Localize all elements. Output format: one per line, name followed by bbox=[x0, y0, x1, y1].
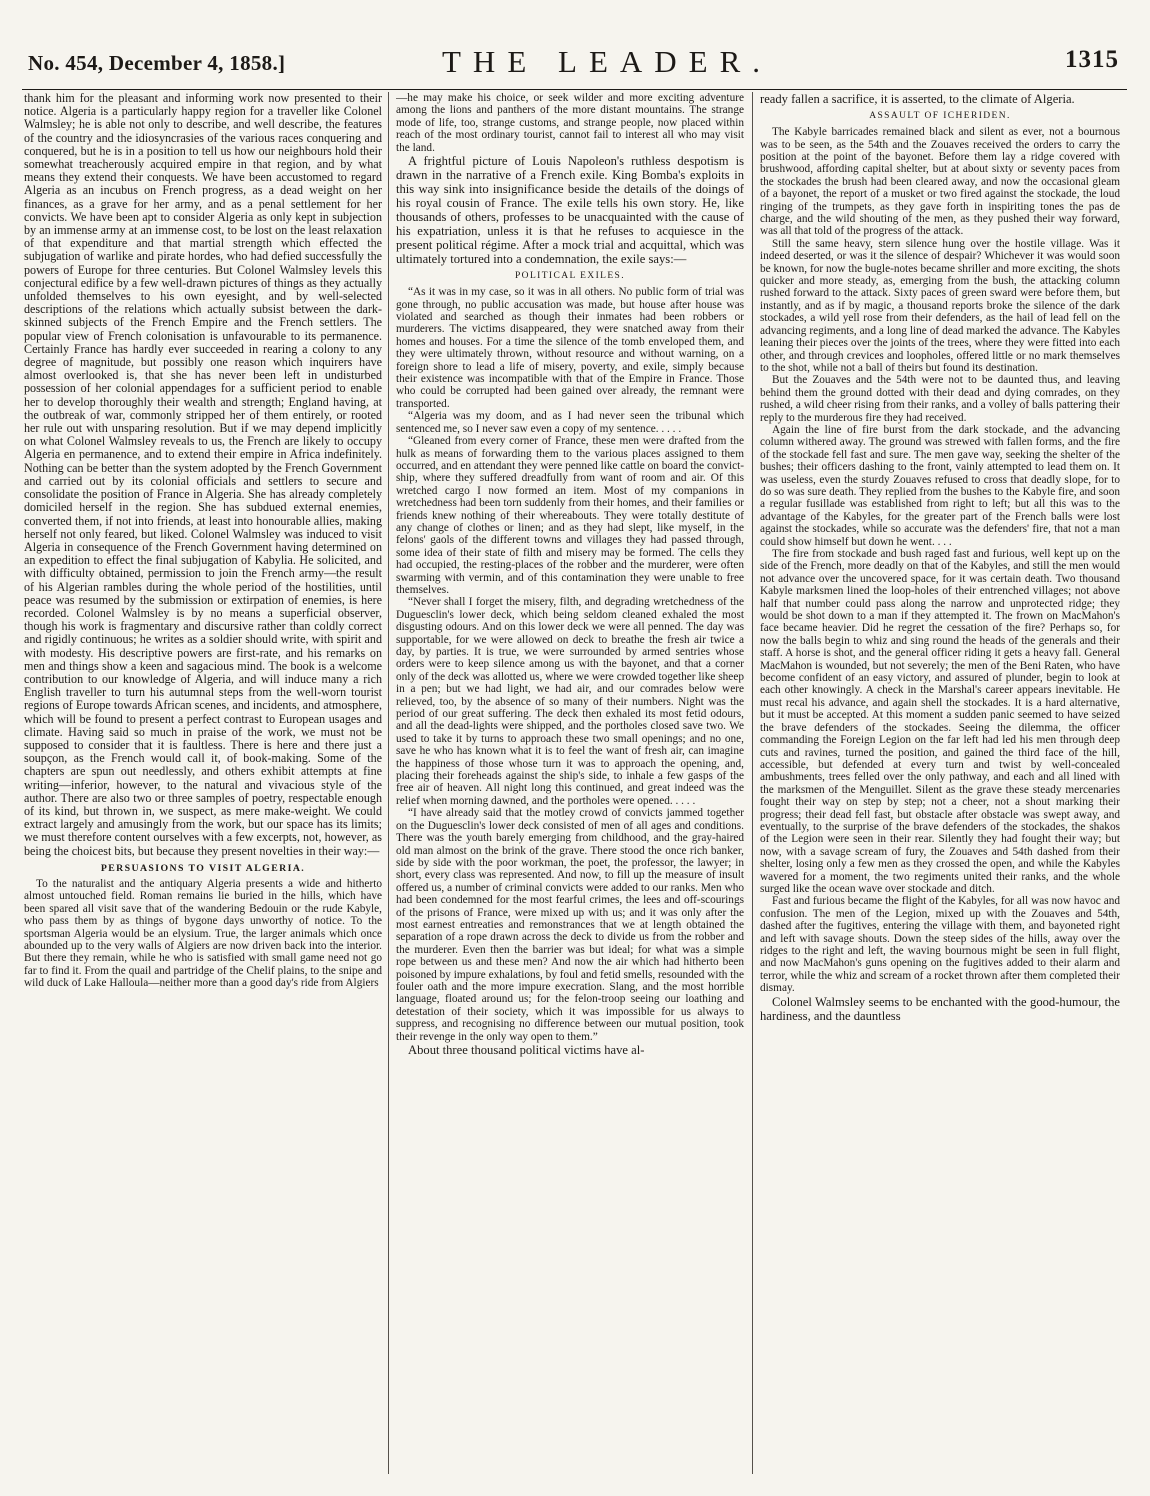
continuation-paragraph: ready fallen a sacrifice, it is asserted, to the climate of Algeria. bbox=[760, 92, 1075, 106]
exile-quote: “I have already said that the motley crowd of convicts jammed together on the Duguesclin's lower deck consisted of men of all ages and conditions. There was the youth barely emerging from childhood, and the gray-haired old man almost on the brink of the grave. There stood the once rich banker, side by side with the poor workman, the poet, the professor, the lawyer; in short, every class was represented. And now, to fill up the measure of insult offered us, a number of criminal convicts were added to our ranks. Men who had been condemned for the most fearful crimes, the lees and off-scourings of the prisons of France, were mixed up with us; and it was only after the most earnest entreaties and remonstrances that we at length obtained the separation of a rope drawn across the deck to divide us from the robber and the murderer. Even then the barrier was but ideal; for what was a simple rope between us and these men? And now the air which had hitherto been poisoned by impure exhalations, by foul and fetid smells, resounded with the fouler oath and the more impure execration. Slang, and the most horrible language, floated around us; for the felon-troop seeing our loathing and detestation of their society, which it was impossible for us always to suppress, and recognising no difference between our mutual position, took their revenge in the only way open to them.” bbox=[396, 807, 744, 1043]
masthead bbox=[22, 34, 1127, 92]
column-2 bbox=[396, 92, 744, 1474]
newspaper-page bbox=[22, 34, 1127, 1474]
exile-quote: “Gleaned from every corner of France, these men were drafted from the hulk as means of forwarding them to the various places assigned to them occurred, and en attendant they were penned like cattle on board the convict-ship, where they suffered dreadfully from want of room and air. Of this wretched cargo I now formed an item. Most of my companions in wretchedness had been torn suddenly from their homes, and their families or friends knew nothing of their whereabouts. They were totally destitute of any change of clothes or linen; and as they had slept, like myself, in the felons' gaols of the different towns and villages they had passed through, some idea of their state of filth and misery may be formed. The cells they had occupied, the resting-places of the robber and the murderer, were often swarming with vermin, and of this contamination they were unable to free themselves. bbox=[396, 435, 744, 596]
exile-quote: “As it was in my case, so it was in all others. No public form of trial was gone through, no public accusation was made, but house after house was violated and searched as though their inmates had been robbers or murderers. The victims disappeared, they were snatched away from their homes and houses. For a time the silence of the tomb enveloped them, and they were ultimately thrown, without resource and without warning, on a foreign shore to lead a life of misery, poverty, and exile, simply because their existence was incompatible with that of the Empire in France. Those who could be corrupted had been gained over already, the remnant were transported. bbox=[396, 286, 744, 410]
column-3 bbox=[760, 92, 1120, 1474]
page-number: 1315 bbox=[1065, 46, 1119, 73]
assault-paragraph: Still the same heavy, stern silence hung over the hostile village. Was it indeed deserted, or was it the silence of despair? Whichever it was would soon be known, for now the bugle-notes became shriller and more exciting, the shots quicker and more steady, as, emerging from the bush, the attacking column rushed forward to the attack. Sixty paces of green sward were before them, but instantly, and as if by magic, a thousand reports broke the silence of the dark stockades, a wild yell rose from their defenders, as the hail of lead fell on the advancing regiments, and a long line of dead marked the advance. The Kabyles leaning their pieces over the joints of the trees, where they were fitted into each other, and through crevices and loopholes, offered little or no mark themselves to the shot, while not a ball of theirs but found its destination. bbox=[760, 237, 1120, 374]
column-divider-1 bbox=[388, 92, 389, 1474]
article-columns bbox=[22, 92, 1127, 1474]
masthead-rule bbox=[22, 89, 1127, 90]
assault-paragraph: But the Zouaves and the 54th were not to be daunted thus, and leaving behind them the ground dotted with their dead and dying comrades, on they rushed, a wild cheer rising from their ranks, and a volley of balls pattering their reply to the murderous fire they had received. bbox=[760, 374, 1120, 424]
assault-paragraph: Fast and furious became the flight of the Kabyles, for all was now havoc and confusion. The men of the Legion, mixed up with the Zouaves and 54th, dashed after the fugitives, entering the village with them, and bayoneted right and left with savage shouts. Down the steep sides of the hills, away over the ridges to the right and left, the waving bournous might be seen in full flight, and now MacMahon's guns opening on the fugitives added to their alarm and terror, while the whiz and scream of a rocket thrown after them completed their dismay. bbox=[760, 895, 1120, 995]
section-heading-persuasions: PERSUASIONS TO VISIT ALGERIA. bbox=[100, 862, 306, 874]
newspaper-title: THE LEADER. bbox=[442, 44, 773, 79]
closing-paragraph: Colonel Walmsley seems to be enchanted with the good-humour, the hardiness, and the dauntless bbox=[760, 994, 1120, 1023]
closing-paragraph: About three thousand political victims have al- bbox=[408, 1043, 645, 1058]
quote-paragraph: To the naturalist and the antiquary Algeria presents a wide and hitherto almost untouched field. Roman remains lie buried in the hills, which have been spared all visit save that of the wandering Bedouin or the rude Kabyle, who pass them by as things of bygone days unworthy of notice. To the sportsman Algeria would be an elysium. True, the larger animals which once abounded up to the very walls of Algiers are now driven back into the interior. But there they remain, while he who is satisfied with small game need not go far to find it. From the quail and partridge of the Chelif plains, to the snipe and wild duck of Lake Halloula—neither more than a good day's ride from Algiers bbox=[24, 877, 382, 990]
section-heading-assault: ASSAULT OF ICHERIDEN. bbox=[869, 111, 1011, 121]
exile-quote: “Algeria was my doom, and as I had never seen the tribunal which sentenced me, so I never saw even a copy of my sentence. . . . . bbox=[396, 410, 744, 435]
quote-continuation: —he may make his choice, or seek wilder and more exciting adventure among the lions and panthers of the more distant mountains. The strange mode of life, too, strange customs, and strange people, now placed within reach of the most ordinary tourist, cannot fail to interest all who may visit the land. bbox=[396, 92, 744, 154]
issue-date-line: No. 454, December 4, 1858.] bbox=[28, 51, 286, 75]
assault-paragraph: The fire from stockade and bush raged fast and furious, well kept up on the side of the French, more deadly on that of the Kabyles, and still the men would not advance over the uncovered space, for it was certain death. Two thousand Kabyle marksmen lined the loop-holes of their entrenched villages; not above half that number could pass along the narrow and unprotected ridge; they would be shot down to a man if they attempted it. The frown on MacMahon's face became heavier. Did he regret the cessation of the fire? Perhaps so, for now the balls begin to whiz and sing round the heads of the generals and their staff. A horse is shot, and the general officer riding it gets a heavy fall. General MacMahon is wounded, but not severely; the men of the Beni Raten, who have become confident of an easy victory, and assured of plunder, begin to look at each other knowingly. A check in the Marshal's career appears inevitable. He must recal his advance, and again shell the stockades. It is a hard alternative, but it must be accepted. At this moment a sudden panic seemed to have seized the brave defenders of the stockades. Seeing the dilemma, the officer commanding the Foreign Legion on the far left had led his men through deep cuts and ravines, turned the position, and gained the third face of the hill, accessible, but defended at every turn and twist by well-concealed ambushments, trees felled over the only pathway, and each and all lined with the marksmen of the Menguillet. Silent as the grave these steady mercenaries fought their way on step by step; not a cheer, not a shout marking their progress; their dead fell fast, but obstacle after obstacle was swept away, and eventually, to the surprise of the brave defenders of the stockades, the shakos of the Legion were seen in their rear. Silently they had fought their way; but now, with a savage scream of fury, the Zouaves and 54th dashed from their shelter, losing only a few men as they crossed the open, and while the Kabyles wavered for a moment, the two regiments united their ranks, and the whole surged like the ocean wave over stockade and ditch. bbox=[760, 548, 1120, 895]
column-divider-2 bbox=[752, 92, 753, 1474]
assault-paragraph: The Kabyle barricades remained black and silent as ever, not a bournous was to be seen, as the 54th and the Zouaves received the orders to carry the position at the point of the bayonet. Before them lay a ridge covered with brushwood, affording capital shelter, but at about sixty or seventy paces from the stockades the brush had been cleared away, and now the occasional gleam of a bayonet, the report of a musket or two fired against the stockade, the loud ringing of the trumpets, as they gave forth in inspiriting tones the pas de charge, and the wild shouting of the men, as they pushed their way forward, was all that told of the progress of the attack. bbox=[760, 126, 1120, 238]
assault-paragraph: Again the line of fire burst from the dark stockade, and the advancing column withered away. The ground was strewed with fallen forms, and the fire of the stockade fell fast and sure. The men gave way, seeking the shelter of the bushes; their officers dashing to the front, vainly attempted to lead them on. It was useless, even the sturdy Zouaves refused to cross that deadly slope, for to do so was sure death. They replied from the bushes to the Kabyle fire, and soon a regular fusillade was established from right to left; but all this was to the advantage of the Kabyles, for the greater part of the French balls were lost against the stockades, while so accurate was the defenders' fire, that not a man could show himself but down he went. . . . bbox=[760, 423, 1120, 548]
column-1 bbox=[24, 92, 382, 1474]
exile-quote: “Never shall I forget the misery, filth, and degrading wretchedness of the Duguesclin's lower deck, which being seldom cleaned exhaled the most disgusting odours. And on this lower deck we were all penned. The day was supportable, for we were allowed on deck to breathe the fresh air twice a day, by parties. It is true, we were surrounded by armed sentries whose orders were to keep silence among us with the bayonet, and that a corner only of the deck was allotted us, where we were crowded together like sheep in a pen; but we had light, we had air, and our comrades below were relieved, too, by the absence of so many of their numbers. Night was the period of our great suffering. The deck then exhaled its most fetid odours, and all the dead-lights were shipped, and the portholes closed save two. We used to take it by turns to approach these two small openings; and no one, save he who has known what it is to feel the want of fresh air, can imagine the happiness of those whose turn it was to approach the opening, and, placing their foreheads against the ship's side, to inhale a few gasps of the free air of heaven. All night long this continued, and great indeed was the relief when morning dawned, and the portholes were opened. . . . . bbox=[396, 596, 744, 807]
section-heading-political-exiles: POLITICAL EXILES. bbox=[515, 271, 625, 282]
intro-paragraph: A frightful picture of Louis Napoleon's ruthless despotism is drawn in the narrative of a French exile. King Bomba's exploits in this way sink into insignificance beside the details of the doings of his royal cousin of France. The exile tells his own story. He, like thousands of others, professes to be unacquainted with the cause of his expatriation, unless it is that he refuses to acquiesce in the present political régime. After a mock trial and acquittal, which was ultimately tortured into a condemnation, the exile says:— bbox=[396, 154, 744, 267]
review-paragraph: thank him for the pleasant and informing work now presented to their notice. Algeria is a particularly happy region for a traveller like Colonel Walmsley; he is able not only to describe, and well describe, the features of the country and the idiosyncrasies of the various races conquering and conquered, but he is in a position to tell us how our neighbours hold their somewhat treacherously acquired empire in that region, and by what means they extend their conquests. We have been accustomed to regard Algeria as an incubus on French progress, as a dead weight on her finances, as a grave for her army, and as a penal settlement for her convicts. We have been apt to consider Algeria as only kept in subjection by an immense army at an immense cost, to be lost on the least relaxation of that expenditure and that martial strength which effected the subjugation of warlike and pirate hordes, who had defied successfully the powers of Europe for three centuries. But Colonel Walmsley levels this conjectural edifice by a few well-drawn pictures of things as they actually unfolded themselves to his own eyesight, and by well-selected descriptions of the relations which actually subsist between the dark-skinned subjects of the French Empire and the French settlers. The popular view of French colonisation is unfavourable to its permanence. Certainly France has hardly ever succeeded in rearing a colony to any degree of magnitude, but possibly one reason which inquirers have almost overlooked is, that she has never been left in undisturbed possession of her colonial appendages for a sufficient period to enable her to develop thoroughly their wealth and strength; England having, at the outbreak of war, commonly stripped her of them entirely, or rooted her rule out with unsparing resolution. But if we may depend implicitly on what Colonel Walmsley reveals to us, the French are likely to occupy Algeria en permanence, and to extend their empire in Africa indefinitely. Nothing can be better than the system adopted by the French Government and carried out by its colonial officials and settlers to secure and consolidate the position of France in Algeria. She has already completely domiciled herself in the region. She has subdued external enemies, converted them, if not into friends, at least into honourable allies, making herself not only feared, but liked. Colonel Walmsley was induced to visit Algeria in consequence of the French Government having determined on an expedition to effect the final subjugation of Kabylia. He solicited, and with difficulty obtained, permission to join the French army—the result of his Algerian rambles during the whole period of the hostilities, until peace was resumed by the submission or extirpation of enemies, is here recorded. Colonel Walmsley is by no means a superficial observer, though his work is fragmentary and discursive rather than coldly correct and rigidly continuous; he writes as a soldier should write, with spirit and with modesty. His descriptive powers are first-rate, and his remarks on men and things show a keen and sagacious mind. The book is a welcome contribution to our knowledge of Algeria, and will induce many a rich English traveller to turn his autumnal steps from the well-worn tourist regions of Europe towards African scenes, and incidents, and atmosphere, which will be found to present a perfect contrast to European usages and climate. Having said so much in praise of the work, we must not be supposed to consider that it is faultless. There is here and there just a soupçon, as the French would call it, of book-making. Some of the chapters are spun out needlessly, and others exhibit attempts at fine writing—inferior, however, to the natural and vivacious style of the author. There are also two or three samples of poetry, respectable enough of its kind, but thrown in, we suspect, as mere make-weight. We could extract largely and amusingly from the work, but our space has its limits; we must therefore content ourselves with a few excerpts, not, however, as being the choicest bits, but because they present novelties in their way:— bbox=[24, 92, 382, 858]
